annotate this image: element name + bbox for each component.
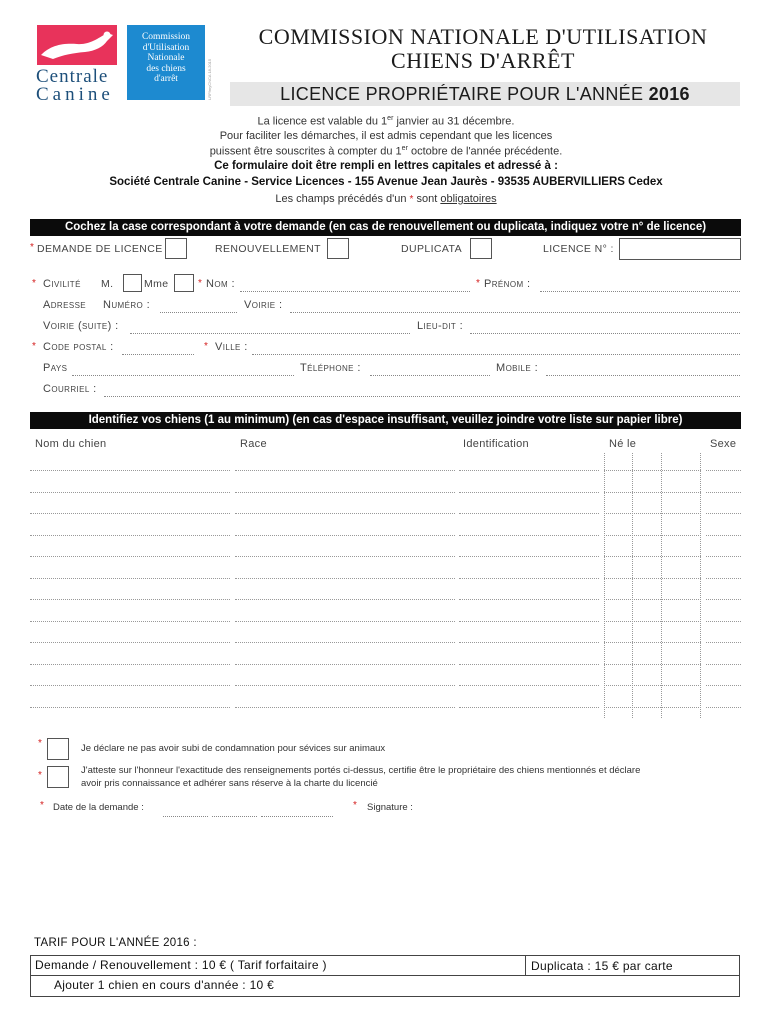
required-star: * [40, 800, 44, 811]
required-star: * [38, 770, 42, 781]
nom-label: Nom : [206, 278, 235, 290]
nom-field[interactable] [240, 291, 470, 292]
date-label: Date de la demande : [53, 802, 144, 813]
intro-line1 [30, 115, 742, 128]
dog-row-field[interactable] [235, 621, 455, 622]
date-month-field[interactable] [212, 816, 257, 817]
dog-row-field[interactable] [235, 642, 455, 643]
commission-line: Commission [141, 32, 191, 42]
dog-row-field[interactable] [459, 707, 599, 708]
dog-row-field[interactable] [706, 599, 741, 600]
required-star: * [32, 341, 36, 352]
duplicata-checkbox[interactable] [470, 238, 492, 259]
dog-row-field[interactable] [604, 492, 701, 493]
licence-number-label: LICENCE N° : [543, 243, 614, 255]
date-year-field[interactable] [261, 816, 333, 817]
voirie-field[interactable] [290, 312, 740, 313]
title-line1: COMMISSION NATIONALE D'UTILISATION [258, 24, 708, 49]
dog-row-field[interactable] [459, 599, 599, 600]
intro-text: janvier au 31 décembre. [393, 115, 515, 128]
dog-row-field[interactable] [604, 642, 701, 643]
intro-text: sont [413, 193, 441, 205]
mobile-label: Mobile : [496, 362, 539, 374]
intro-line2: Pour faciliter les démarches, il est admis cependant que les licences [219, 130, 553, 142]
date-column-divider [700, 453, 701, 718]
dog-row-field[interactable] [706, 685, 741, 686]
vertical-note: LRP/myCNCA 18-2015 [207, 58, 212, 100]
licence-year: 2016 [648, 84, 690, 104]
demande-label: DEMANDE DE LICENCE [37, 243, 163, 255]
dog-row-field[interactable] [706, 535, 741, 536]
title-line2: CHIENS D'ARRÊT [391, 48, 575, 73]
prenom-label: Prénom : [484, 278, 531, 290]
tarif-duplicata: Duplicata : 15 € par carte [531, 959, 673, 973]
dog-row-field[interactable] [235, 578, 455, 579]
commission-line: Nationale [147, 53, 185, 63]
lieu-dit-label: Lieu-dit : [417, 320, 464, 332]
dog-row-field[interactable] [30, 621, 230, 622]
required-star: * [32, 278, 36, 289]
request-type-bar: Cochez la case correspondant à votre demande (en cas de renouvellement ou duplicata, indiquez votre n° de licence) [30, 219, 741, 236]
date-column-divider [632, 453, 633, 718]
dog-row-field[interactable] [30, 470, 230, 471]
intro-line3 [30, 145, 742, 158]
civilite-mme-label: Mme [144, 278, 169, 290]
decl2-text-line1: J'atteste sur l'honneur l'exactitude des renseignements portés ci-dessus, certifie être le propriétaire des chiens mentionnés et déclare [81, 765, 641, 776]
dog-row-field[interactable] [459, 535, 599, 536]
dog-row-field[interactable] [235, 707, 455, 708]
dog-row-field[interactable] [459, 492, 599, 493]
commission-line: d'Utilisation [142, 42, 190, 53]
tarif-ajout: Ajouter 1 chien en cours d'année : 10 € [54, 978, 275, 992]
telephone-label: Téléphone : [300, 362, 361, 374]
dog-row-field[interactable] [30, 556, 230, 557]
dog-row-field[interactable] [706, 556, 741, 557]
superscript: er [387, 115, 394, 122]
dog-row-field[interactable] [459, 556, 599, 557]
col-identification: Identification [463, 438, 529, 450]
mobile-field[interactable] [546, 375, 740, 376]
civilite-mme-checkbox[interactable] [174, 274, 194, 292]
dog-row-field[interactable] [459, 664, 599, 665]
adresse-label: Adresse [43, 299, 87, 311]
commission-line: d'arrêt [154, 74, 178, 84]
dog-row-field[interactable] [235, 470, 455, 471]
dog-row-field[interactable] [235, 599, 455, 600]
date-column-divider [604, 453, 605, 718]
required-star: * [476, 278, 480, 289]
required-star: * [38, 738, 42, 749]
dog-row-field[interactable] [604, 685, 701, 686]
dog-row-field[interactable] [706, 578, 741, 579]
courriel-field[interactable] [104, 396, 740, 397]
dog-row-field[interactable] [459, 621, 599, 622]
mandatory-word: obligatoires [440, 193, 497, 205]
dog-row-field[interactable] [706, 470, 741, 471]
dog-row-field[interactable] [30, 707, 230, 708]
dog-row-field[interactable] [604, 513, 701, 514]
dog-row-field[interactable] [706, 707, 741, 708]
dog-row-field[interactable] [459, 513, 599, 514]
ville-field[interactable] [252, 354, 740, 355]
commission-line: des chiens [146, 63, 186, 74]
duplicata-label: DUPLICATA [401, 243, 462, 255]
dog-row-field[interactable] [235, 513, 455, 514]
dog-row-field[interactable] [706, 642, 741, 643]
superscript: er [401, 145, 408, 152]
intro-text: Les champs précédés d'un [275, 193, 410, 205]
dog-row-field[interactable] [235, 664, 455, 665]
required-star: * [409, 194, 414, 205]
dog-row-field[interactable] [235, 535, 455, 536]
dog-row-field[interactable] [604, 470, 701, 471]
civilite-label: Civilité [43, 278, 81, 290]
decl1-checkbox[interactable] [47, 738, 69, 760]
dog-row-field[interactable] [706, 664, 741, 665]
logo-dog-emblem [37, 25, 117, 65]
dog-row-field[interactable] [604, 664, 701, 665]
commission-logo [127, 25, 205, 100]
dog-row-field[interactable] [459, 470, 599, 471]
tarif-row-divider [30, 975, 740, 976]
required-star: * [204, 341, 208, 352]
required-star: * [198, 278, 202, 289]
voirie-label: Voirie : [244, 299, 283, 311]
dog-row-field[interactable] [604, 578, 701, 579]
brand-name-line2: Canine [36, 84, 114, 105]
intro-mandatory-note [30, 193, 742, 205]
dogs-bar: Identifiez vos chiens (1 au minimum) (en cas d'espace insuffisant, veuillez joindre votre liste sur papier libre) [30, 412, 741, 429]
intro-text: puissent être souscrites à compter du 1 [209, 145, 402, 158]
dog-row-field[interactable] [235, 685, 455, 686]
prenom-field[interactable] [540, 291, 740, 292]
intro-text: octobre de l'année précédente. [407, 145, 563, 158]
date-day-field[interactable] [163, 816, 208, 817]
dog-row-field[interactable] [30, 642, 230, 643]
dog-row-field[interactable] [459, 685, 599, 686]
dog-row-field[interactable] [30, 578, 230, 579]
dog-row-field[interactable] [30, 664, 230, 665]
decl1-text: Je déclare ne pas avoir subi de condamnation pour sévices sur animaux [81, 743, 386, 754]
demande-checkbox[interactable] [165, 238, 187, 259]
code-postal-label: Code postal : [43, 341, 114, 353]
voirie-suite-label: Voirie (suite) : [43, 320, 119, 332]
civilite-m-label: M. [101, 278, 114, 290]
dog-row-field[interactable] [30, 513, 230, 514]
col-nom-chien: Nom du chien [35, 438, 107, 450]
decl2-text-line2: avoir pris connaissance et adhérer sans réserve à la charte du licencié [81, 778, 378, 789]
dog-row-field[interactable] [459, 578, 599, 579]
code-postal-field[interactable] [122, 354, 194, 355]
voirie-suite-field[interactable] [130, 333, 410, 334]
date-column-divider [661, 453, 662, 718]
dog-row-field[interactable] [604, 707, 701, 708]
licence-label: LICENCE PROPRIÉTAIRE POUR L'ANNÉE [280, 84, 644, 104]
decl2-checkbox[interactable] [47, 766, 69, 788]
col-ne-le: Né le [609, 438, 637, 450]
dog-row-field[interactable] [604, 621, 701, 622]
required-star: * [353, 800, 357, 811]
dog-row-field[interactable] [30, 685, 230, 686]
required-star: * [30, 242, 34, 253]
licence-number-field[interactable] [619, 238, 741, 260]
signature-label: Signature : [367, 802, 413, 813]
numero-field[interactable] [160, 312, 237, 313]
dog-row-field[interactable] [706, 492, 741, 493]
dog-row-field[interactable] [235, 492, 455, 493]
dog-row-field[interactable] [459, 642, 599, 643]
intro-address: Société Centrale Canine - Service Licences - 155 Avenue Jean Jaurès - 93535 AUBERVILLIERS Cedex [109, 176, 663, 188]
dog-row-field[interactable] [235, 556, 455, 557]
dog-row-field[interactable] [706, 621, 741, 622]
renouvellement-checkbox[interactable] [327, 238, 349, 259]
main-title [228, 25, 738, 73]
dog-row-field[interactable] [706, 513, 741, 514]
ville-label: Ville : [215, 341, 248, 353]
telephone-field[interactable] [370, 375, 490, 376]
col-sexe: Sexe [710, 438, 737, 450]
numero-label: Numéro : [103, 299, 151, 311]
courriel-label: Courriel : [43, 383, 97, 395]
dog-row-field[interactable] [604, 556, 701, 557]
pays-field[interactable] [72, 375, 294, 376]
brand-name-line1: Centrale [36, 66, 109, 87]
tarif-title: TARIF POUR L'ANNÉE 2016 : [34, 937, 197, 949]
tarif-demande: Demande / Renouvellement : 10 € ( Tarif forfaitaire ) [35, 958, 327, 972]
dog-row-field[interactable] [604, 599, 701, 600]
licence-title-bar [230, 82, 740, 106]
dog-row-field[interactable] [30, 535, 230, 536]
intro-text: La licence est valable du 1 [257, 115, 388, 128]
civilite-m-checkbox[interactable] [123, 274, 142, 292]
tarif-col-divider [525, 955, 526, 976]
col-race: Race [240, 438, 267, 450]
lieu-dit-field[interactable] [470, 333, 740, 334]
renouvellement-label: RENOUVELLEMENT [215, 243, 321, 255]
pays-label: Pays [43, 362, 68, 374]
dog-row-field[interactable] [604, 535, 701, 536]
intro-instruction: Ce formulaire doit être rempli en lettres capitales et adressé à : [214, 160, 558, 172]
dog-row-field[interactable] [30, 599, 230, 600]
dog-row-field[interactable] [30, 492, 230, 493]
